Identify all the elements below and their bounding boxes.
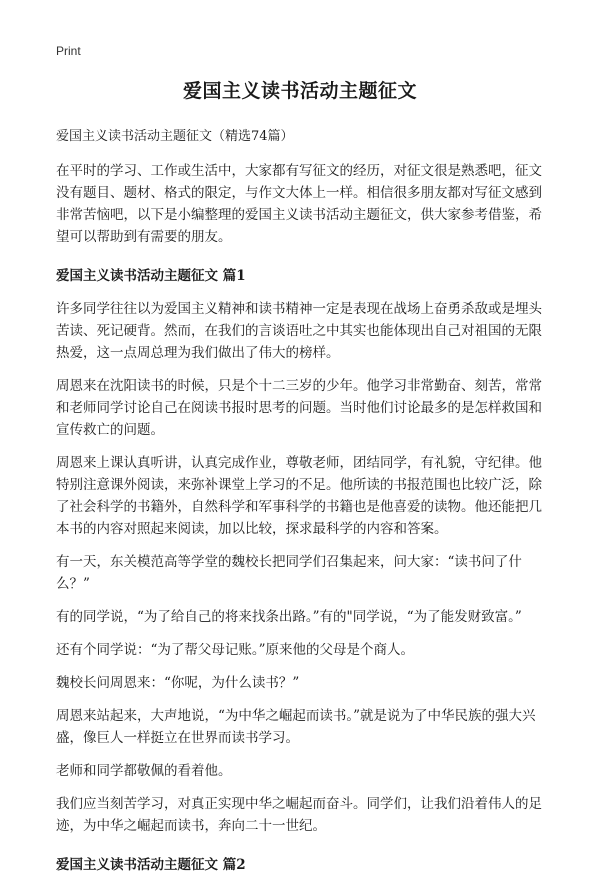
body-paragraph: 我们应当刻苦学习，对真正实现中华之崛起而奋斗。同学们，让我们沿着伟人的足迹，为中华之崛起而读书，奔向二十一世纪。 xyxy=(56,796,542,834)
intro-paragraph: 在平时的学习、工作或生活中，大家都有写征文的经历，对征文很是熟悉吧，征文没有题目、题材、格式的限定，与作文大体上一样。相信很多朋友都对写征文感到非常苦恼吧，以下是小编整理的爱国主义读书活动主题征文，供大家参考借鉴，希望可以帮助到有需要的朋友。 xyxy=(56,163,542,245)
body-paragraph: 老师和同学都敬佩的看着他。 xyxy=(56,763,232,779)
body-paragraph: 还有个同学说：“为了帮父母记账。”原来他的父母是个商人。 xyxy=(56,642,415,658)
body-paragraph: 周恩来上课认真听讲，认真完成作业，尊敬老师，团结同学，有礼貌，守纪律。他特别注意课外阅读，来弥补课堂上学习的不足。他所读的书报范围也比较广泛，除了社会科学的书籍外，自然科学和军事科学的书籍也是他喜爱的读物。他还能把几本书的内容对照起来阅读，加以比较，探求最科学的内容和答案。 xyxy=(56,455,542,537)
section-heading-1: 爱国主义读书活动主题征文 篇1 xyxy=(56,268,246,284)
body-paragraph: 周恩来站起来，大声地说，“为中华之崛起而读书。”就是说为了中华民族的强大兴盛，像巨人一样挺立在世界而读书学习。 xyxy=(56,708,536,746)
print-label: Print xyxy=(56,44,81,58)
body-paragraph: 周恩来在沈阳读书的时候，只是个十二三岁的少年。他学习非常勤奋、刻苦，常常和老师同学讨论自己在阅读书报时思考的问题。当时他们讨论最多的是怎样救国和宣传救亡的问题。 xyxy=(56,378,542,438)
document-title: 爱国主义读书活动主题征文 xyxy=(182,80,417,102)
section-heading-2: 爱国主义读书活动主题征文 篇2 xyxy=(56,857,246,873)
body-paragraph: 魏校长问周恩来：“你呢，为什么读书？” xyxy=(56,675,300,691)
body-paragraph: 有的同学说，“为了给自己的将来找条出路。”有的"同学说，“为了能发财致富。” xyxy=(56,609,522,625)
body-paragraph: 许多同学往往以为爱国主义精神和读书精神一定是表现在战场上奋勇杀敌或是埋头苦读、死记硬背。然而，在我们的言谈语吐之中其实也能体现出自己对祖国的无限热爱，这一点周总理为我们做出了伟大的榜样。 xyxy=(56,301,542,361)
body-paragraph: 有一天，东关模范高等学堂的魏校长把同学们召集起来，问大家：“读书问了什么？” xyxy=(56,554,522,592)
document-subtitle: 爱国主义读书活动主题征文（精选74篇） xyxy=(56,129,294,144)
